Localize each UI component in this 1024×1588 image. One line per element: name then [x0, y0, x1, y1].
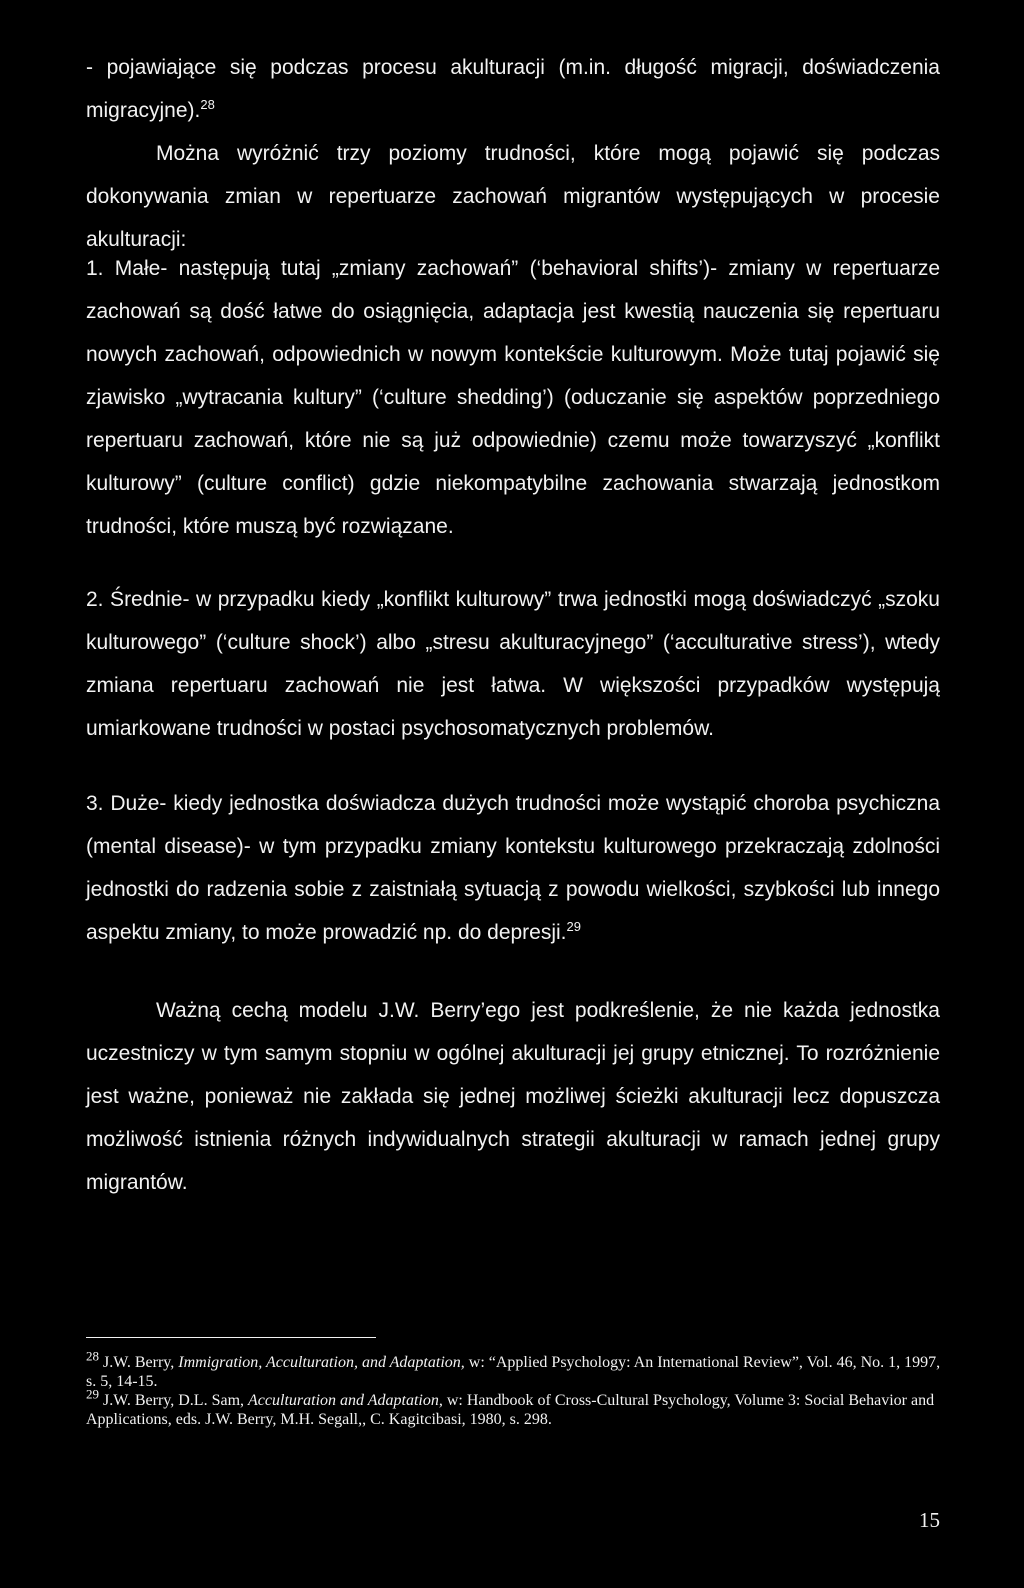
paragraph-berry-model: Ważną cechą modelu J.W. Berry’ego jest podkreślenie, że nie każda jednostka uczestniczy w tym samym stopniu w ogólnej akulturacji jej grupy etnicznej. To rozróżnienie jest ważne, ponieważ nie zakłada się jednej możliwej ścieżki akulturacji lecz dopuszcza możliwość istnienia różnych indywidualnych strategii akulturacji w ramach jednej grupy migrantów.: [86, 999, 940, 1194]
paragraph-text: - pojawiające się podczas procesu akulturacji (m.in. długość migracji, doświadczenia migracyjne).: [86, 56, 940, 122]
footnote-title: Acculturation and Adaptation,: [248, 1392, 443, 1409]
footnote-29: [86, 1386, 946, 1429]
paragraph-text: 3. Duże- kiedy jednostka doświadcza dużych trudności może wystąpić choroba psychiczna (mental disease)- w tym przypadku zmiany kontekstu kulturowego przekraczają zdolności jednostki do radzenia sobie z zaistniałą sytuacją z powodu wielkości, szybkości lub innego aspektu zmiany, to może prowadzić np. do depresji.: [86, 792, 940, 944]
page-number: 15: [919, 1508, 940, 1532]
footnote-28: [86, 1348, 946, 1391]
footnote-ref-28: 28: [200, 97, 215, 112]
list-item-1-small: 1. Małe- następują tutaj „zmiany zachowań” (‘behavioral shifts’)- zmiany w repertuarze zachowań są dość łatwe do osiągnięcia, adaptacja jest kwestią nauczenia się repertuaru nowych zachowań, odpowiednich w nowym kontekście kulturowym. Może tutaj pojawić się zjawisko „wytracania kultury” (‘culture shedding’) (oduczanie się aspektów poprzedniego repertuaru zachowań, które nie są już odpowiednie) czemu może towarzyszyć „konflikt kulturowy” (culture conflict) gdzie niekompatybilne zachowania stwarzają jednostkom trudności, które muszą być rozwiązane.: [86, 257, 940, 538]
footnote-text: J.W. Berry,: [99, 1354, 179, 1371]
list-item-3-large: [86, 782, 940, 954]
paragraph-intro-levels: Można wyróżnić trzy poziomy trudności, które mogą pojawić się podczas dokonywania zmian w repertuarze zachowań migrantów występujących w procesie akulturacji:: [86, 142, 940, 251]
footnote-title: Immigration, Acculturation, and Adaptation,: [178, 1354, 465, 1371]
footnote-ref-29: 29: [566, 919, 581, 934]
footnote-number: 28: [86, 1348, 99, 1364]
footnote-number: 29: [86, 1386, 99, 1402]
paragraph-list-continuation: [86, 46, 940, 132]
footnotes: [86, 1348, 946, 1429]
footnote-text: J.W. Berry, D.L. Sam,: [99, 1392, 249, 1409]
footnote-separator: [86, 1337, 376, 1338]
footnote-text: w: Handbook of Cross-Cultural Psychology, Volume 3: Social Behavior and Applications, eds. J.W. Berry, M.H. Segall,, C. Kagitcibasi, 1980, s. 298.: [86, 1392, 935, 1428]
footnote-text: w: “Applied Psychology: An International Review”, Vol. 46, No. 1, 1997, s. 5, 14-15.: [86, 1354, 941, 1390]
list-item-2-medium: 2. Średnie- w przypadku kiedy „konflikt kulturowy” trwa jednostki mogą doświadczyć „szoku kulturowego” (‘culture shock’) albo „stresu akulturacyjnego” (‘acculturative stress’), wtedy zmiana repertuaru zachowań nie jest łatwa. W większości przypadków występują umiarkowane trudności w postaci psychosomatycznych problemów.: [86, 588, 940, 740]
